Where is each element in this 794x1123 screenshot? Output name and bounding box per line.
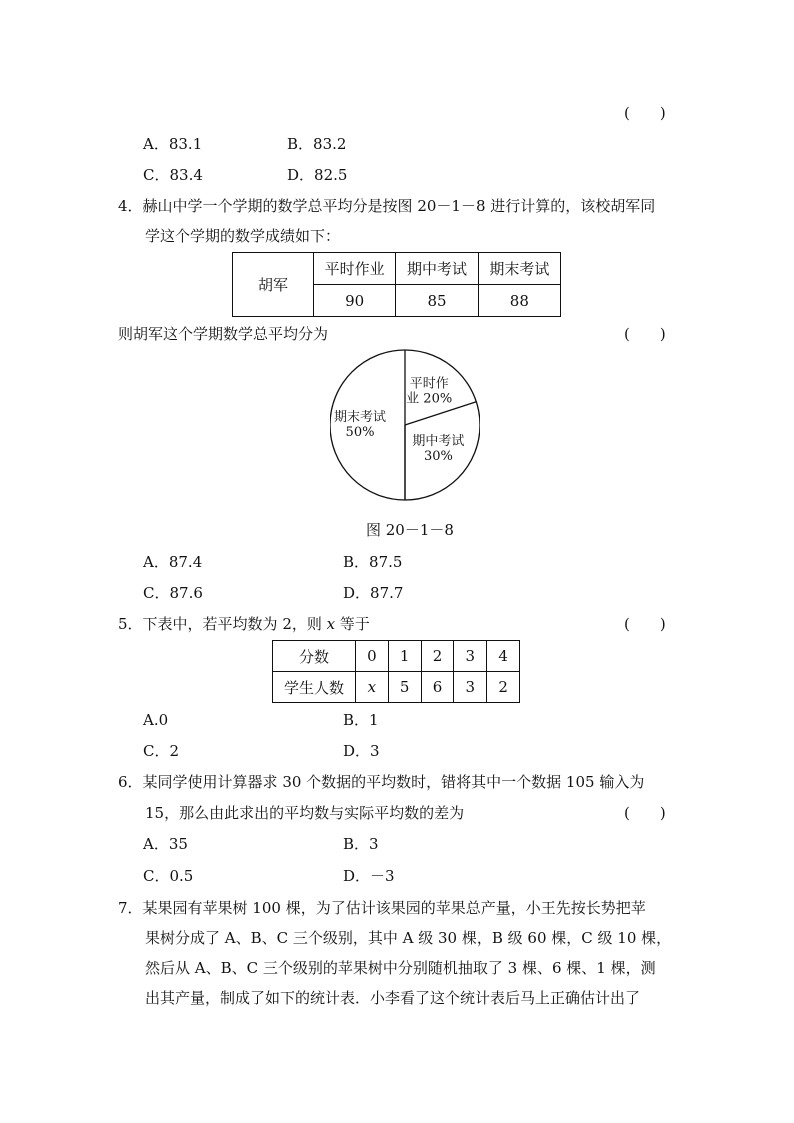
option-a: A.0 xyxy=(143,711,169,729)
option-d: D．87.7 xyxy=(343,584,404,602)
option-b: B．1 xyxy=(343,711,379,729)
question-7-text-line4: 出其产量，制成了如下的统计表．小李看了这个统计表后马上正确估计出了 xyxy=(145,989,641,1007)
variable-x: x xyxy=(326,615,336,633)
option-b: B．3 xyxy=(343,835,379,853)
score-table xyxy=(232,252,561,317)
answer-bracket: ( ) xyxy=(624,325,666,343)
question-7-text-line1: 7．某果园有苹果树 100 棵，为了估计该果园的苹果总产量，小王先按长势把苹 xyxy=(118,899,646,917)
count-cell: 3 xyxy=(454,672,487,703)
header-final: 期末考试 xyxy=(478,253,560,285)
pie-label-final: 期末考试 50% xyxy=(333,410,387,440)
score-cell: 4 xyxy=(487,641,520,672)
header-homework: 平时作业 xyxy=(314,253,396,285)
question-7-text-line3: 然后从 A、B、C 三个级别的苹果树中分别随机抽取了 3 棵、6 棵、1 棵，测 xyxy=(145,959,656,977)
pie-label-homework: 平时作业 20% xyxy=(406,376,453,407)
count-cell: 2 xyxy=(487,672,520,703)
answer-bracket: ( ) xyxy=(624,104,666,122)
count-cell: 6 xyxy=(421,672,454,703)
option-d: D．3 xyxy=(343,742,380,760)
option-a: A．35 xyxy=(143,835,188,853)
pie-label-midterm: 期中考试 30% xyxy=(412,434,465,465)
option-a: A．87.4 xyxy=(143,553,203,571)
answer-bracket: ( ) xyxy=(624,615,666,633)
count-cell: 5 xyxy=(388,672,421,703)
option-a: A．83.1 xyxy=(143,135,203,153)
question-5-text: 5．下表中，若平均数为 2，则 x 等于 xyxy=(118,615,370,633)
question-4-prompt: 则胡军这个学期数学总平均分为 xyxy=(118,325,329,343)
option-d: D．－3 xyxy=(343,867,395,885)
option-c: C．83.4 xyxy=(143,166,203,184)
pie-chart xyxy=(330,345,480,505)
value-midterm: 85 xyxy=(396,285,478,317)
option-b: B．87.5 xyxy=(343,553,403,571)
frequency-table xyxy=(272,640,520,703)
header-midterm: 期中考试 xyxy=(396,253,478,285)
question-4-text-line1: 4．赫山中学一个学期的数学总平均分是按图 20－1－8 进行计算的，该校胡军同 xyxy=(118,197,656,215)
option-d: D．82.5 xyxy=(287,166,348,184)
row-label-score: 分数 xyxy=(273,641,356,672)
value-homework: 90 xyxy=(314,285,396,317)
option-c: C．0.5 xyxy=(143,867,194,885)
question-6-text-line2: 15，那么由此求出的平均数与实际平均数的差为 xyxy=(145,804,465,822)
score-cell: 0 xyxy=(356,641,389,672)
student-name-cell: 胡军 xyxy=(233,253,314,317)
value-final: 88 xyxy=(478,285,560,317)
question-4-text-line2: 学这个学期的数学成绩如下： xyxy=(145,227,341,245)
answer-bracket: ( ) xyxy=(624,804,666,822)
count-cell: x xyxy=(356,672,389,703)
question-6-text-line1: 6．某同学使用计算器求 30 个数据的平均数时，错将其中一个数据 105 输入为 xyxy=(118,773,645,791)
score-cell: 1 xyxy=(388,641,421,672)
option-c: C．87.6 xyxy=(143,584,203,602)
score-cell: 3 xyxy=(454,641,487,672)
option-c: C．2 xyxy=(143,742,180,760)
question-7-text-line2: 果树分成了 A、B、C 三个级别，其中 A 级 30 棵，B 级 60 棵，C 级 10 棵， xyxy=(145,929,672,947)
score-cell: 2 xyxy=(421,641,454,672)
option-b: B．83.2 xyxy=(287,135,347,153)
figure-caption: 图 20－1－8 xyxy=(366,521,454,539)
row-label-count: 学生人数 xyxy=(273,672,356,703)
